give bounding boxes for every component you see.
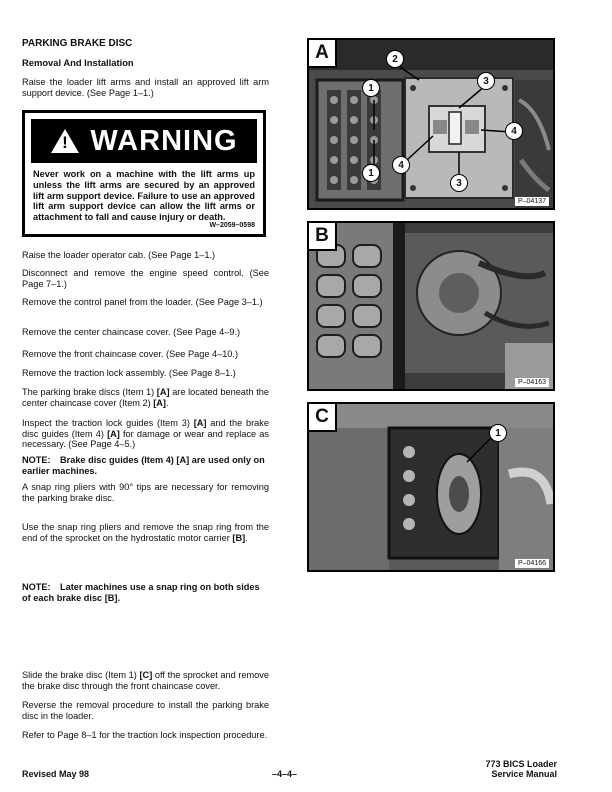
footer-page-number: –4–4– — [272, 769, 298, 779]
warning-code: W–2059–0598 — [209, 222, 255, 229]
para-reverse-procedure: Reverse the removal procedure to install the parking brake disc in the loader. — [22, 700, 269, 721]
photo-a-callout: 4 — [392, 156, 410, 174]
photo-b-label: B — [309, 223, 337, 251]
photo-c-code: P–04166 — [515, 559, 549, 568]
photo-c — [307, 402, 555, 572]
warning-text: Never work on a machine with the lift arms up unless the lift arms are secured by an approved lift arm support device. Failure to use an approved lift arm support device can allow the lift arms or attachment to fall and cause injury or death. — [33, 169, 255, 223]
step-control-panel: Remove the control panel from the loader. (See Page 3–1.) — [22, 297, 263, 307]
footer-manual-title — [485, 759, 557, 779]
subsection-title: Removal And Installation — [22, 57, 134, 68]
warning-heading: WARNING — [90, 124, 238, 157]
step-raise-cab: Raise the loader operator cab. (See Page 1–1.) — [22, 250, 216, 260]
photo-a-callout: 4 — [505, 122, 523, 140]
para-slide-disc: Slide the brake disc (Item 1) [C] off the sprocket and remove the brake disc through the front chaincase cover. — [22, 670, 269, 691]
photo-a-code: P–04137 — [515, 197, 549, 206]
step-traction-lock: Remove the traction lock assembly. (See Page 8–1.) — [22, 368, 236, 378]
section-title: PARKING BRAKE DISC — [22, 38, 133, 49]
photo-c-callout: 1 — [489, 424, 507, 442]
step-center-cover: Remove the center chaincase cover. (See Page 4–9.) — [22, 327, 241, 337]
photo-c-label: C — [309, 404, 337, 432]
photo-a-callout: 1 — [362, 79, 380, 97]
warning-header — [31, 119, 257, 163]
photo-c-image — [309, 404, 553, 570]
para-inspect-guides: Inspect the traction lock guides (Item 3) [A] and the brake disc guides (Item 4) [A] for damage or wear and replace as necessary. (See Page 4–5.) — [22, 418, 269, 450]
photo-b — [307, 221, 555, 391]
photo-a — [307, 38, 555, 210]
photo-a-callout: 1 — [362, 164, 380, 182]
note-later-machines: NOTE: Later machines use a snap ring on both sides of each brake disc [B]. — [22, 582, 260, 603]
step-engine-speed: Disconnect and remove the engine speed control. (See Page 7–1.) — [22, 268, 269, 289]
para-refer-inspection: Refer to Page 8–1 for the traction lock inspection procedure. — [22, 730, 268, 740]
warning-triangle-icon — [50, 128, 80, 154]
step-support: Raise the loader lift arms and install an approved lift arm support device. (See Page 1–1.) — [22, 77, 269, 98]
warning-symbol: ! — [62, 133, 69, 152]
footer-revised: Revised May 98 — [22, 769, 90, 779]
para-brake-discs: The parking brake discs (Item 1) [A] are located beneath the center chaincase cover (Item 2) [A]. — [22, 387, 269, 408]
photo-a-callout: 3 — [450, 174, 468, 192]
warning-box — [22, 110, 266, 237]
photo-a-callout: 2 — [386, 50, 404, 68]
photo-b-code: P–04163 — [515, 378, 549, 387]
photo-a-callout: 3 — [477, 72, 495, 90]
para-snap-ring-pliers: A snap ring pliers with 90° tips are necessary for removing the parking brake disc. — [22, 482, 269, 503]
footer-manual-title-line1: 773 BICS Loader — [485, 759, 557, 769]
para-remove-snap-ring: Use the snap ring pliers and remove the snap ring from the end of the sprocket on the hydrostatic motor carrier [B]. — [22, 522, 269, 543]
photo-b-image — [309, 223, 553, 389]
note-disc-guides: NOTE: Brake disc guides (Item 4) [A] are used only on earlier machines. — [22, 455, 265, 476]
step-front-cover: Remove the front chaincase cover. (See Page 4–10.) — [22, 349, 239, 359]
photo-a-label: A — [309, 40, 337, 68]
footer-manual-title-line2: Service Manual — [491, 769, 557, 779]
